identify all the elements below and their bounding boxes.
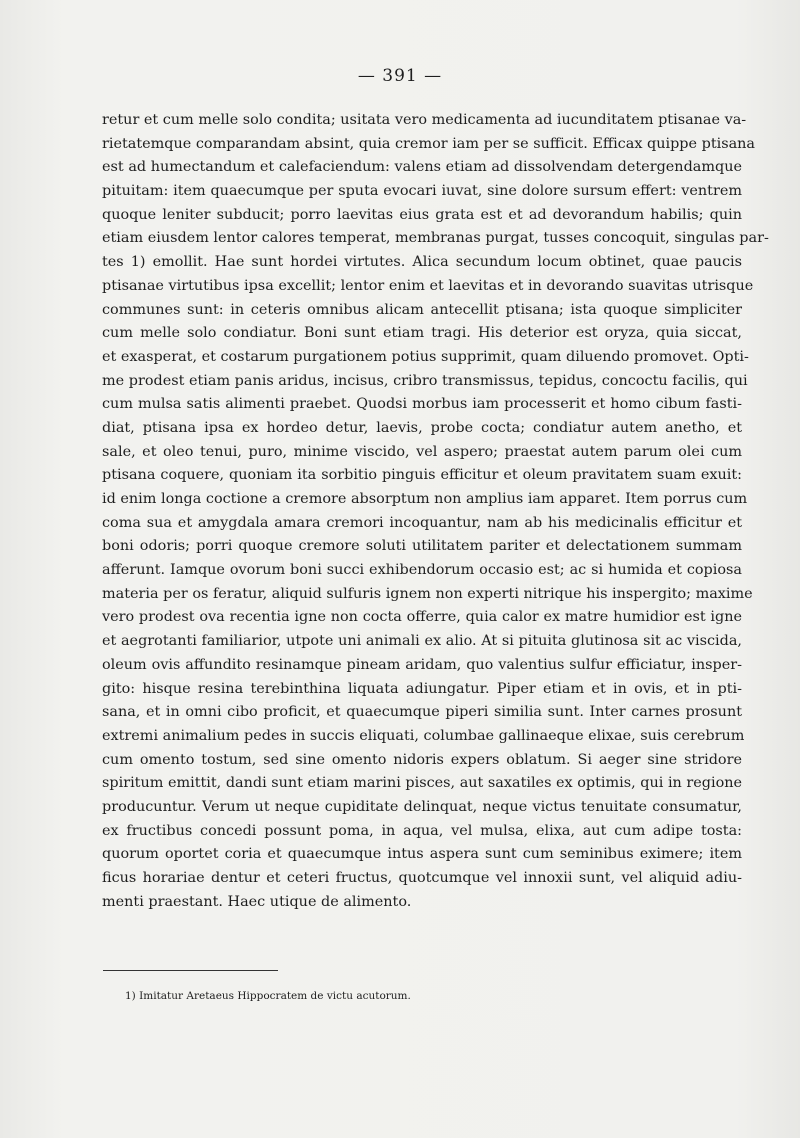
text-line: gito: hisque resina terebinthina liquata adiungatur. Piper etiam et in ovis, et in pti- [102,680,742,697]
text-line: ficus horariae dentur et ceteri fructus, quotcumque vel innoxii sunt, vel aliquid adiu- [102,870,742,886]
text-line: cum mulsa satis alimenti praebet. Quodsi morbus iam processerit et homo cibum fasti- [102,396,742,413]
footnote-rule [103,970,278,971]
text-line: cum omento tostum, sed sine omento nidoris expers oblatum. Si aeger sine stridore [102,751,742,768]
text-line: quoque leniter subducit; porro laevitas eius grata est et ad devorandum habilis; quin [102,206,742,223]
text-line: coma sua et amygdala amara cremori incoquantur, nam ab his medicinalis efficitur et [102,514,742,531]
footnote: 1) Imitatur Aretaeus Hippocratem de victu acutorum. [125,990,411,1002]
text-line: diat, ptisana ipsa ex hordeo detur, laevis, probe cocta; condiatur autem anetho, et [102,419,742,436]
text-line: menti praestant. Haec utique de alimento. [102,893,412,910]
body-text [102,109,769,914]
text-line: sale, et oleo tenui, puro, minime viscido, vel aspero; praestat autem parum olei cum [102,443,742,460]
text-line: et aegrotanti familiarior, utpote uni animali ex alio. At si pituita glutinosa sit ac viscida, [102,633,742,650]
text-line: boni odoris; porri quoque cremore soluti utilitatem pariter et delectationem summam [102,538,742,555]
text-line: tes 1) emollit. Hae sunt hordei virtutes. Alica secundum locum obtinet, quae paucis [102,254,742,271]
text-line: materia per os feratur, aliquid sulfuris ignem non experti nitrique his inspergito; maxime [102,585,753,602]
text-line: producuntur. Verum ut neque cupiditate delinquat, neque victus tenuitate consumatur, [102,798,742,815]
text-line: communes sunt: in ceteris omnibus alicam antecellit ptisana; ista quoque simpliciter [102,301,742,318]
text-line: oleum ovis affundito resinamque pineam aridam, quo valentius sulfur efficiatur, insper- [102,656,742,673]
text-line: rietatemque comparandam absint, quia cremor iam per se sufficit. Efficax quippe ptisana [102,135,756,152]
text-line: et exasperat, et costarum purgationem potius supprimit, quam diluendo promovet. Opti- [102,348,749,365]
page-number: — 391 — [357,66,443,86]
text-line: est ad humectandum et calefaciendum: valens etiam ad dissolvendam detergendamque [102,159,742,176]
text-line: etiam eiusdem lentor calores temperat, membranas purgat, tusses concoquit, singulas par- [102,230,769,247]
text-line: ptisana coquere, quoniam ita sorbitio pinguis efficitur et oleum pravitatem suam exuit: [102,467,742,484]
text-line: id enim longa coctione a cremore absorptum non amplius iam apparet. Item porrus cum [102,491,748,507]
text-line: retur et cum melle solo condita; usitata vero medicamenta ad iucunditatem ptisanae va- [102,112,747,128]
text-line: pituitam: item quaecumque per sputa evocari iuvat, sine dolore sursum effert: ventrem [102,183,742,200]
text-line: extremi animalium pedes in succis eliquati, columbae gallinaeque elixae, suis cerebrum [102,727,745,744]
text-line: ptisanae virtutibus ipsa excellit; lentor enim et laevitas et in devorando suavitas utrisque [102,277,754,294]
text-line: sana, et in omni cibo proficit, et quaecumque piperi similia sunt. Inter carnes prosunt [102,704,742,721]
text-line: vero prodest ova recentia igne non cocta offerre, quia calor ex matre humidior est igne [102,609,742,626]
text-line: cum melle solo condiatur. Boni sunt etiam tragi. His deterior est oryza, quia siccat, [102,325,742,342]
text-line: me prodest etiam panis aridus, incisus, cribro transmissus, tepidus, concoctu facilis, qui [102,372,748,389]
text-line: quorum oportet coria et quaecumque intus aspera sunt cum seminibus eximere; item [102,846,742,863]
text-line: afferunt. Iamque ovorum boni succi exhibendorum occasio est; ac si humida et copiosa [102,562,742,579]
text-line: ex fructibus concedi possunt poma, in aqua, vel mulsa, elixa, aut cum adipe tosta: [102,822,742,839]
text-line: spiritum emittit, dandi sunt etiam marini pisces, aut saxatiles ex optimis, qui in regione [102,775,743,792]
